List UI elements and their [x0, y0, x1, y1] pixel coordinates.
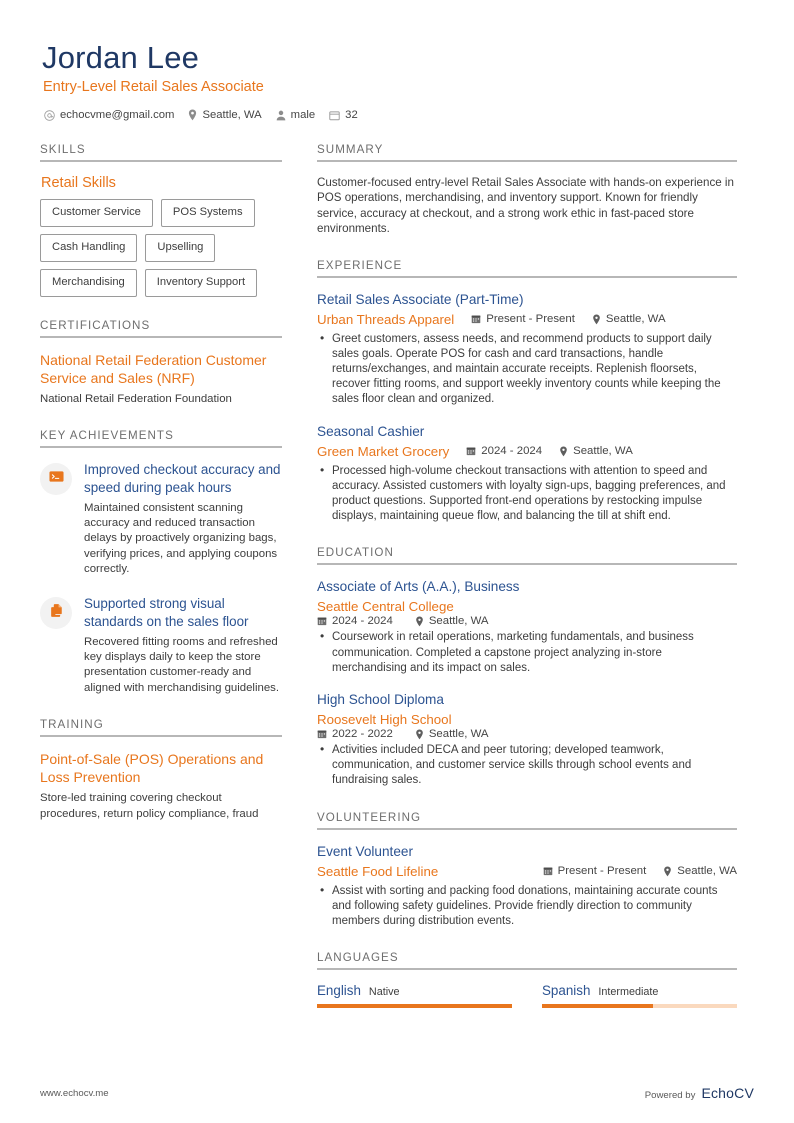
achievement-title: Supported strong visual standards on the sales floor	[84, 596, 249, 629]
section-divider	[40, 160, 282, 162]
language-proficiency-fill	[542, 1004, 653, 1008]
volunteering-location-value: Seattle, WA	[677, 865, 737, 878]
section-heading-key-achievements: KEY ACHIEVEMENTS	[40, 429, 174, 442]
contact-gender-value: male	[290, 109, 316, 121]
language-proficiency-fill	[317, 1004, 512, 1008]
section-experience	[317, 259, 737, 525]
skill-chip-list	[40, 199, 282, 297]
skill-chip[interactable]: Inventory Support	[145, 269, 257, 297]
achievement-description: Recovered fitting rooms and refreshed key displays daily to keep the store presentation customer-ready and aligned with merchandising guidelines.	[84, 636, 280, 694]
bullet-item: • Greet customers, assess needs, and recommend products to support daily sales goals. Operate POS for cash and card transactions, handle returns/exchanges, and maintain accurate receipts. Replenish floorsets, recover fitting rooms, and support weekly inventory counts while keeping the sales floor clean and organized.	[330, 332, 737, 408]
calendar-icon	[471, 314, 481, 324]
language-proficiency-bar	[542, 1004, 737, 1008]
experience-bullets	[317, 464, 737, 525]
calendar-icon	[466, 446, 476, 456]
volunteering-dates-value: Present - Present	[557, 865, 647, 878]
location-pin-icon	[415, 616, 424, 627]
education-dates-value: 2022 - 2022	[332, 728, 393, 741]
section-divider	[317, 828, 737, 830]
certification-issuer: National Retail Federation Foundation	[40, 393, 232, 405]
footer-branding	[645, 1085, 754, 1101]
right-column	[317, 143, 737, 1030]
language-item	[317, 983, 512, 1008]
location-pin-icon	[188, 109, 197, 121]
section-heading-education: EDUCATION	[317, 546, 394, 560]
left-column	[40, 143, 282, 844]
calendar-icon	[317, 616, 327, 626]
education-location	[415, 615, 489, 627]
experience-entry	[317, 291, 737, 408]
skill-chip[interactable]: Cash Handling	[40, 234, 137, 262]
education-bullets	[317, 743, 737, 789]
section-languages	[317, 951, 737, 1008]
calendar-icon	[329, 110, 340, 121]
language-name: Spanish	[542, 983, 591, 999]
section-divider	[40, 336, 282, 338]
summary-text: Customer-focused entry-level Retail Sales Associate with hands-on experience in POS operations, merchandising, and inventory support. Known for friendly service, accuracy at checkout, and a strong work ethic in fast-paced store environments.	[317, 176, 734, 236]
experience-meta	[317, 443, 737, 460]
contact-gender	[276, 109, 316, 121]
certification-name: National Retail Federation Customer Service and Sales (NRF)	[40, 352, 267, 386]
contact-email-value: echocvme@gmail.com	[60, 109, 175, 121]
calendar-icon	[543, 866, 553, 876]
section-training	[40, 718, 282, 822]
volunteering-entry	[317, 843, 737, 930]
candidate-name: Jordan Lee	[42, 40, 200, 75]
language-list	[317, 983, 737, 1008]
education-location-value: Seattle, WA	[428, 728, 489, 741]
page-footer	[40, 1085, 754, 1101]
education-location-value: Seattle, WA	[428, 615, 489, 628]
location-pin-icon	[559, 446, 568, 457]
education-dates	[317, 615, 393, 627]
volunteering-location	[663, 865, 737, 877]
experience-bullets	[317, 332, 737, 408]
education-dates	[317, 728, 393, 740]
footer-powered-by: Powered by	[644, 1090, 696, 1101]
section-heading-skills: SKILLS	[40, 143, 86, 156]
experience-location-value: Seattle, WA	[605, 313, 666, 326]
experience-dates-value: Present - Present	[486, 313, 575, 326]
bullet-item: • Coursework in retail operations, marketing fundamentals, and business communication. Completed a capstone project analyzing in-store merchandising and its impact on sales.	[330, 630, 737, 676]
achievement-icon-badge	[40, 597, 72, 629]
section-divider	[317, 276, 737, 278]
education-school: Roosevelt High School	[317, 712, 452, 728]
achievement-item	[40, 461, 282, 577]
resume-header	[40, 40, 754, 121]
education-meta	[317, 728, 737, 740]
experience-location	[592, 313, 666, 325]
language-item	[542, 983, 737, 1008]
experience-dates	[471, 313, 575, 325]
footer-website[interactable]: www.echocv.me	[40, 1087, 109, 1099]
contact-email[interactable]	[44, 109, 174, 121]
education-school: Seattle Central College	[317, 599, 454, 615]
contact-age	[329, 109, 358, 121]
contact-location-value: Seattle, WA	[202, 109, 262, 121]
section-heading-experience: EXPERIENCE	[317, 258, 403, 272]
education-entry	[317, 578, 737, 676]
email-icon	[44, 110, 55, 121]
section-skills	[40, 143, 282, 297]
contact-row	[44, 109, 754, 121]
training-name: Point-of-Sale (POS) Operations and Loss Prevention	[40, 750, 264, 785]
bullet-item: • Activities included DECA and peer tutoring; developed teamwork, communication, and customer service skills through school events and fundraising sales.	[330, 743, 737, 789]
volunteering-meta-right	[543, 865, 737, 877]
experience-meta	[317, 311, 737, 328]
education-location	[415, 728, 489, 740]
section-divider	[40, 735, 282, 737]
achievement-description: Maintained consistent scanning accuracy and reduced transaction delays by proactively organizing bags, verifying prices, and applying coupons correctly.	[84, 502, 278, 575]
volunteering-role: Event Volunteer	[317, 843, 413, 859]
education-dates-value: 2024 - 2024	[332, 615, 393, 628]
experience-location	[559, 445, 633, 457]
experience-job-title: Retail Sales Associate (Part-Time)	[317, 291, 524, 307]
section-key-achievements	[40, 429, 282, 696]
volunteering-organization: Seattle Food Lifeline	[317, 863, 439, 879]
experience-job-title: Seasonal Cashier	[317, 423, 425, 439]
training-item	[40, 750, 282, 822]
section-heading-volunteering: VOLUNTEERING	[317, 810, 422, 824]
person-icon	[276, 110, 286, 121]
skill-chip[interactable]: Merchandising	[40, 269, 137, 297]
section-education	[317, 546, 737, 788]
bullet-item: • Assist with sorting and packing food donations, maintaining accurate counts and following safety guidelines. Provide friendly direction to community members during distribution events.	[330, 884, 737, 930]
achievement-icon-badge	[40, 463, 72, 495]
certification-item	[40, 351, 282, 407]
section-heading-summary: SUMMARY	[317, 143, 384, 156]
skill-group-name: Retail Skills	[41, 175, 116, 191]
language-name: English	[317, 983, 361, 999]
section-volunteering	[317, 811, 737, 930]
achievement-body	[84, 461, 282, 577]
experience-dates	[466, 445, 542, 457]
volunteering-bullets	[317, 884, 737, 930]
education-meta	[317, 615, 737, 627]
section-divider	[40, 446, 282, 448]
section-certifications	[40, 319, 282, 407]
experience-location-value: Seattle, WA	[573, 445, 633, 458]
terminal-icon	[49, 469, 64, 489]
experience-dates-value: 2024 - 2024	[481, 445, 543, 458]
education-entry	[317, 691, 737, 789]
section-divider	[317, 160, 737, 162]
education-degree: High School Diploma	[317, 692, 444, 708]
contact-location	[188, 109, 261, 121]
footer-brand-name: EchoCV	[701, 1085, 754, 1101]
documents-icon	[49, 603, 64, 623]
location-pin-icon	[592, 314, 601, 325]
language-labels	[317, 983, 512, 998]
experience-organization: Urban Threads Apparel	[317, 311, 455, 327]
section-heading-certifications: CERTIFICATIONS	[40, 319, 151, 332]
achievement-title: Improved checkout accuracy and speed during peak hours	[84, 462, 281, 495]
section-divider	[317, 563, 737, 565]
education-degree: Associate of Arts (A.A.), Business	[317, 579, 520, 595]
language-labels	[542, 983, 737, 998]
section-heading-training: TRAINING	[40, 717, 104, 731]
section-heading-languages: LANGUAGES	[317, 951, 399, 965]
section-divider	[317, 968, 737, 970]
skill-chip[interactable]: POS Systems	[161, 199, 255, 227]
experience-organization: Green Market Grocery	[317, 443, 450, 459]
location-pin-icon	[415, 729, 424, 740]
language-proficiency-bar	[317, 1004, 512, 1008]
bullet-item: • Processed high-volume checkout transactions with attention to speed and accuracy. Assisted customers with loyalty sign-ups, bagging preferences, and product questions. Supported front-end operations by restocking impulse displays, maintaining queue flow, and balancing the till at shift end.	[330, 464, 737, 525]
achievement-body	[84, 595, 282, 696]
location-pin-icon	[663, 866, 672, 877]
language-level: Native	[368, 986, 400, 999]
education-bullets	[317, 630, 737, 676]
training-description: Store-led training covering checkout procedures, return policy compliance, fraud	[40, 791, 259, 820]
section-summary	[317, 143, 737, 237]
language-level: Intermediate	[598, 986, 659, 999]
calendar-icon	[317, 729, 327, 739]
candidate-job-title: Entry-Level Retail Sales Associate	[43, 79, 264, 95]
achievement-item	[40, 595, 282, 696]
skill-chip[interactable]: Upselling	[145, 234, 215, 262]
volunteering-meta	[317, 863, 737, 880]
skill-chip[interactable]: Customer Service	[40, 199, 153, 227]
contact-age-value: 32	[345, 109, 358, 121]
resume-columns	[40, 143, 754, 1030]
volunteering-dates	[543, 865, 647, 877]
experience-entry	[317, 423, 737, 525]
